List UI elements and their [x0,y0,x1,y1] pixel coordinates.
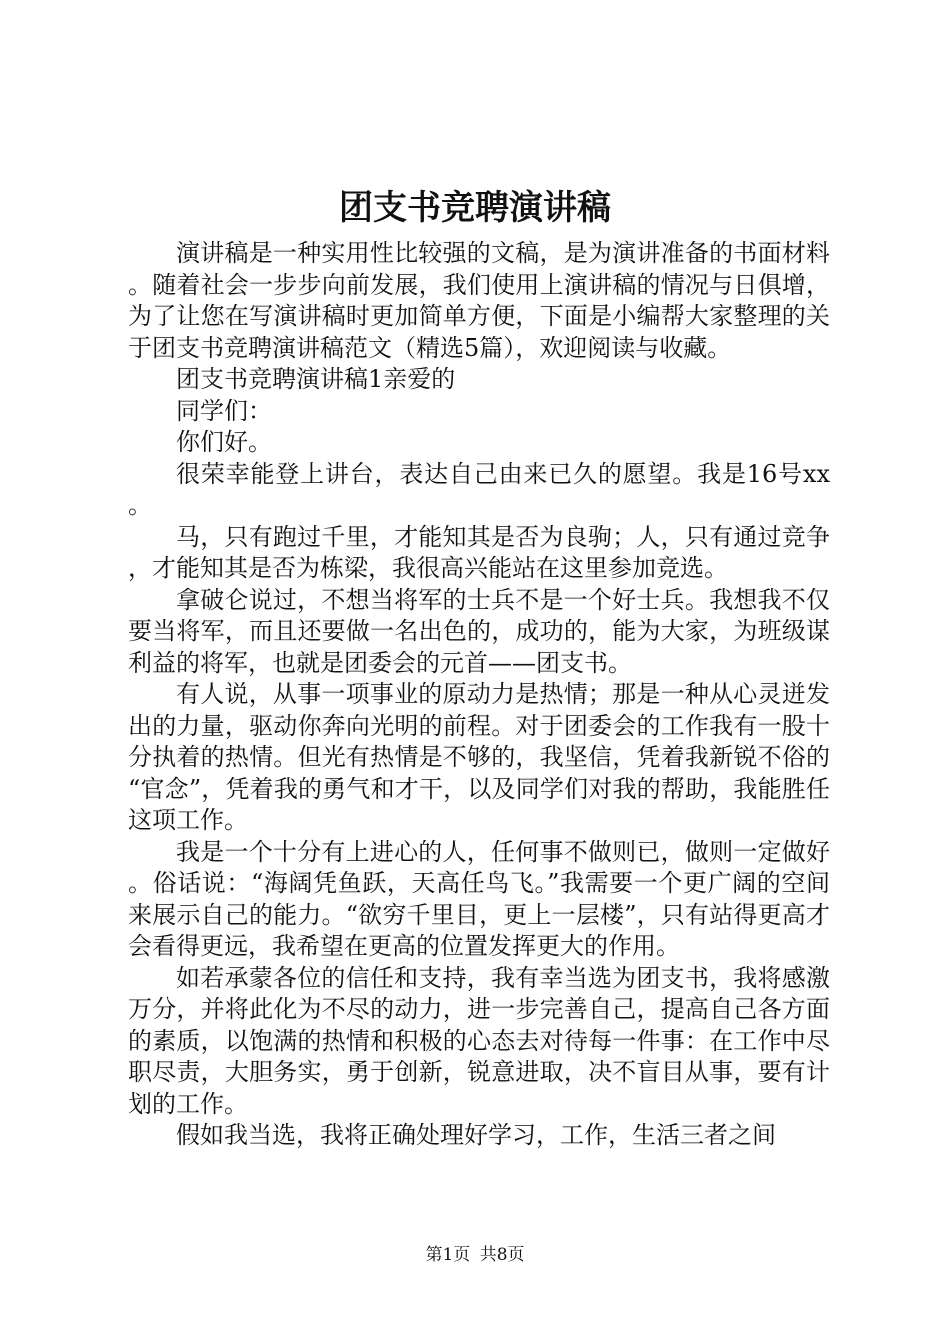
paragraph-commitment: 如若承蒙各位的信任和支持，我有幸当选为团支书，我将感激万分，并将此化为不尽的动力，进一步完善自己，提高自己各方面的素质，以饱满的热情和积极的心态去对待每一件事：在工作中尽职尽责，大胆务实，勇于创新，锐意进取，决不盲目从事，要有计划的工作。 [128,963,830,1118]
paragraph-greeting: 你们好。 [176,428,272,456]
paragraph-salutation: 同学们： [176,396,272,425]
paragraph-napoleon: 拿破仑说过，不想当将军的士兵不是一个好士兵。我想我不仅要当将军，而且还要做一名出色的，成功的，能为大家，为班级谋利益的将军，也就是团委会的元首——团支书。 [128,585,830,677]
paragraph-if-elected: 假如我当选，我将正确处理好学习，工作，生活三者之间 [176,1121,776,1149]
page-footer [0,1244,950,1266]
page-title: 团支书竞聘演讲稿 [339,188,611,228]
page-total: 共8页 [479,1245,525,1265]
paragraph-intro: 演讲稿是一种实用性比较强的文稿，是为演讲准备的书面材料。随着社会一步步向前发展，我们使用上演讲稿的情况与日俱增，为了让您在写演讲稿时更加简单方便，下面是小编帮大家整理的关于团支书竞聘演讲稿范文（精选5篇），欢迎阅读与收藏。 [128,239,830,362]
page-number: 第1页 [425,1245,471,1265]
paragraph-ambition: 我是一个十分有上进心的人，任何事不做则已，做则一定做好。俗话说：“海阔凭鱼跃，天高任鸟飞。”我需要一个更广阔的空间来展示自己的能力。“欲穷千里目，更上一层楼”，只有站得更高才会看得更远，我希望在更高的位置发挥更大的作用。 [128,837,830,960]
paragraph-passion: 有人说，从事一项事业的原动力是热情；那是一种从心灵迸发出的力量，驱动你奔向光明的前程。对于团委会的工作我有一股十分执着的热情。但光有热情是不够的，我坚信，凭着我新锐不俗的“官念”，凭着我的勇气和才干，以及同学们对我的帮助，我能胜任这项工作。 [128,680,830,834]
paragraph-speech-heading: 团支书竞聘演讲稿1亲爱的 [176,365,456,393]
paragraph-competition: 马，只有跑过千里，才能知其是否为良驹；人，只有通过竞争，才能知其是否为栋梁，我很高兴能站在这里参加竞选。 [128,522,830,582]
paragraph-self-intro: 很荣幸能登上讲台，表达自己由来已久的愿望。我是16号xx。 [128,459,830,519]
document-body [128,238,830,1152]
